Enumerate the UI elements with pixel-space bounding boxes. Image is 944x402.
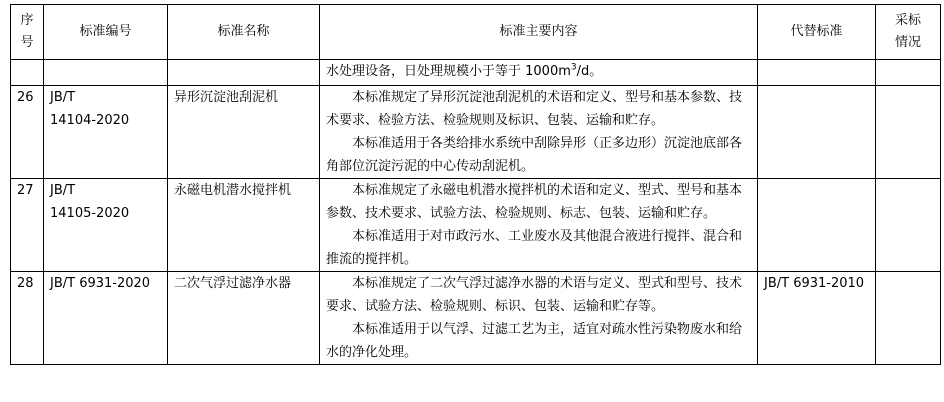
header-code: 标准编号: [44, 5, 168, 60]
header-name: 标准名称: [168, 5, 320, 60]
row-seq: 28: [11, 272, 44, 365]
row-adopt: [876, 272, 941, 365]
row-content-application: 本标准适用于各类给排水系统中刮除异形（正多边形）沉淀池底部各角部位沉淀污泥的中心传动刮泥机。: [326, 136, 743, 174]
header-content: 标准主要内容: [320, 5, 758, 60]
continuation-adopt: [876, 60, 941, 86]
row-code-line2: 14105-2020: [50, 206, 130, 221]
continuation-seq: [11, 60, 44, 86]
continuation-content: [320, 60, 758, 86]
continuation-replace: [758, 60, 876, 86]
row-content: [320, 272, 758, 365]
continuation-text-end: /d。: [576, 64, 603, 79]
row-adopt: [876, 179, 941, 272]
row-code-line1: JB/T 6931-2020: [50, 276, 151, 291]
table-row: [11, 86, 941, 179]
continuation-text: 水处理设备，日处理规模小于等于 1000m: [326, 64, 571, 79]
row-replace: [758, 179, 876, 272]
row-content-scope: 本标准规定了异形沉淀池刮泥机的术语和定义、型号和基本参数、技术要求、检验方法、检验规则及标识、包装、运输和贮存。: [326, 90, 743, 128]
row-content: [320, 86, 758, 179]
header-seq: 序号: [11, 5, 44, 60]
row-code: [44, 272, 168, 365]
row-name: 永磁电机潜水搅拌机: [168, 179, 320, 272]
table-row: [11, 179, 941, 272]
continuation-name: [168, 60, 320, 86]
row-code-line1: JB/T: [50, 90, 76, 105]
row-code-line2: 14104-2020: [50, 113, 130, 128]
row-replace: JB/T 6931-2010: [758, 272, 876, 365]
row-content-scope: 本标准规定了永磁电机潜水搅拌机的术语和定义、型式、型号和基本参数、技术要求、试验方法、检验规则、标志、包装、运输和贮存。: [326, 183, 743, 221]
row-content-application: 本标准适用于以气浮、过滤工艺为主，适宜对疏水性污染物废水和给水的净化处理。: [326, 322, 743, 360]
continuation-unit-superscript: 3: [570, 62, 577, 73]
row-seq: 26: [11, 86, 44, 179]
table-row: [11, 272, 941, 365]
row-adopt: [876, 86, 941, 179]
header-replace: 代替标准: [758, 5, 876, 60]
row-code: [44, 86, 168, 179]
row-replace: [758, 86, 876, 179]
row-name: 异形沉淀池刮泥机: [168, 86, 320, 179]
continuation-row: [11, 60, 941, 86]
row-content-application: 本标准适用于对市政污水、工业废水及其他混合液进行搅拌、混合和推流的搅拌机。: [326, 229, 743, 267]
row-seq: 27: [11, 179, 44, 272]
header-adopt: 采标情况: [876, 5, 941, 60]
row-code-line1: JB/T: [50, 183, 76, 198]
row-name: 二次气浮过滤净水器: [168, 272, 320, 365]
row-code: [44, 179, 168, 272]
row-content-scope: 本标准规定了二次气浮过滤净水器的术语与定义、型式和型号、技术要求、试验方法、检验规则、标识、包装、运输和贮存等。: [326, 276, 743, 314]
header-row: [11, 5, 941, 60]
standards-table: [10, 4, 941, 365]
continuation-code: [44, 60, 168, 86]
row-content: [320, 179, 758, 272]
